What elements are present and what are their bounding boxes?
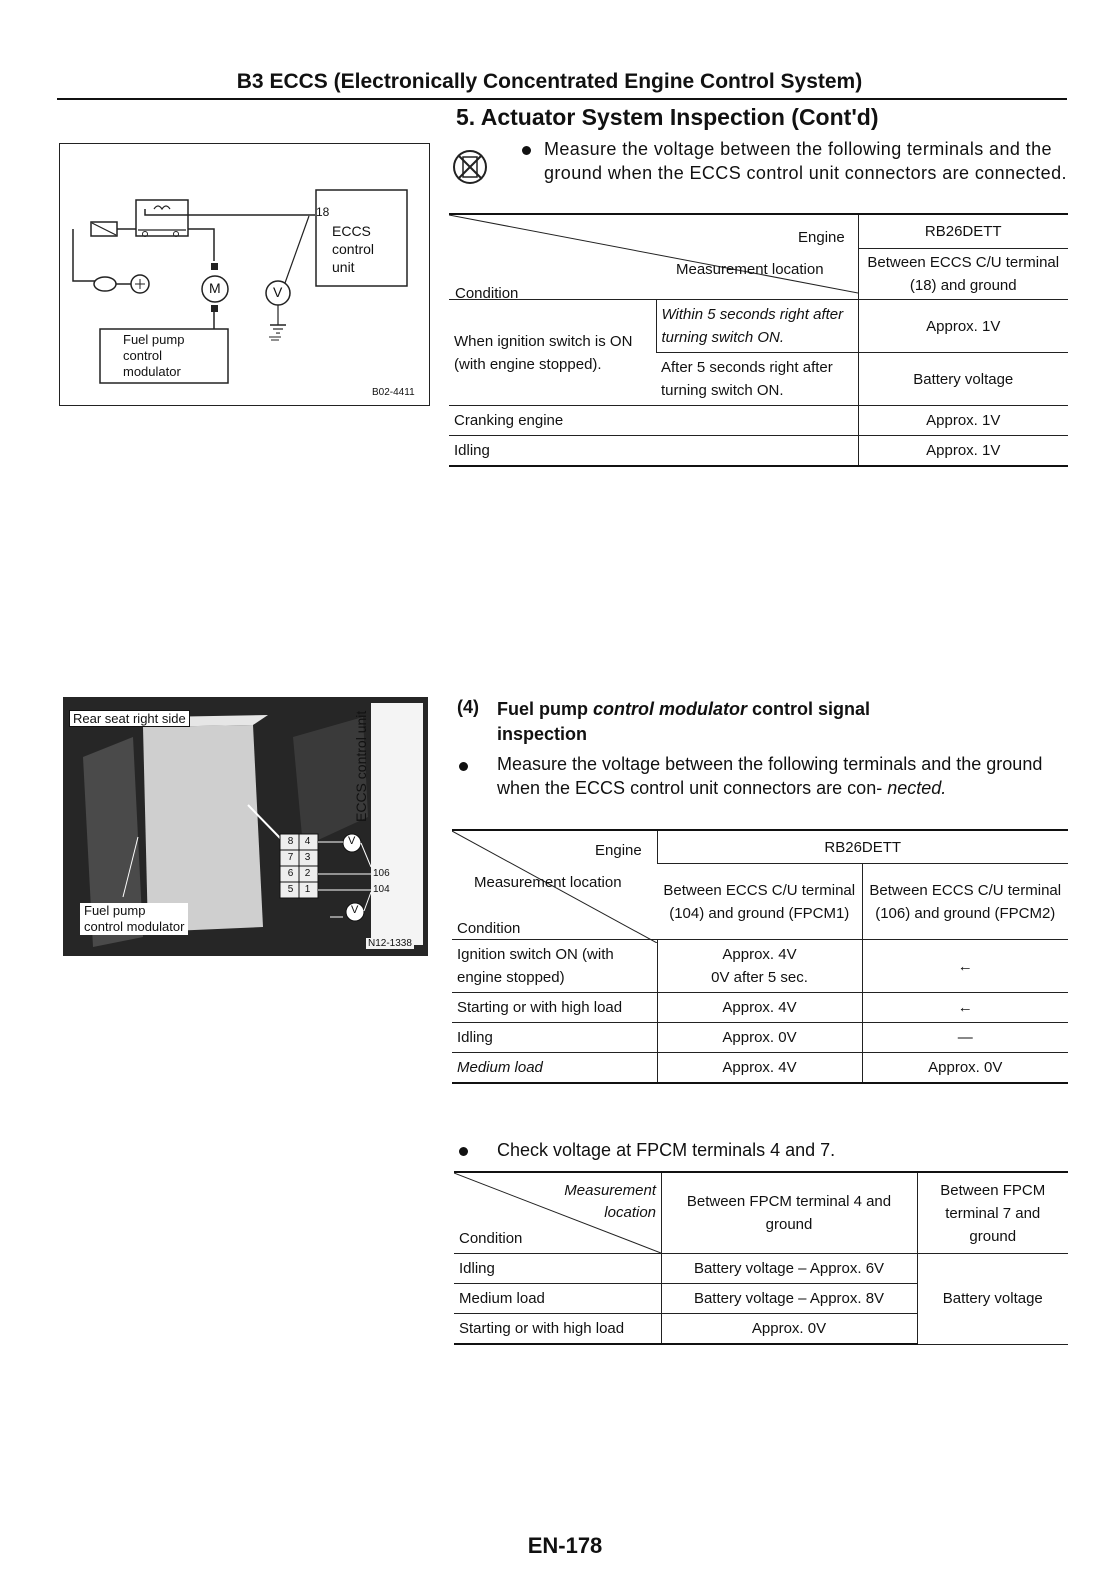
engine-label: Engine bbox=[798, 229, 845, 246]
terminal-4: 4 bbox=[304, 836, 311, 847]
table3-v1-2: Battery voltage – Approx. 8V bbox=[661, 1284, 917, 1314]
photo-caption-bottom: Fuel pump control modulator bbox=[80, 903, 188, 935]
table1-value-1: Approx. 1V bbox=[858, 300, 1068, 353]
table2-cond-4: Medium load bbox=[452, 1053, 657, 1084]
motor-label: M bbox=[209, 280, 221, 296]
terminal-18-label: 18 bbox=[316, 205, 330, 219]
subsection-text-end: nected. bbox=[887, 778, 947, 798]
intro-text: Measure the voltage between the following terminals and the ground when the ECCS control unit connectors are connected. bbox=[544, 139, 1067, 183]
terminal-5: 5 bbox=[287, 884, 294, 895]
table1-cond-idling: Idling bbox=[449, 436, 858, 467]
table2-diag-header bbox=[452, 830, 657, 940]
terminal-grid-labels bbox=[282, 834, 318, 898]
table1-cond-ignition: When ignition switch is ON (with engine stopped). bbox=[449, 300, 656, 406]
subsection-title bbox=[497, 697, 1057, 747]
voltage-table-1 bbox=[449, 213, 1068, 467]
table2-v2-3: — bbox=[862, 1023, 1068, 1053]
table3-condition-label: Condition bbox=[459, 1230, 523, 1247]
table1-diag-header bbox=[449, 214, 858, 300]
subsection-text bbox=[497, 752, 1069, 800]
table3-v1-1: Battery voltage – Approx. 6V bbox=[661, 1254, 917, 1284]
table1-col-header bbox=[858, 214, 1068, 300]
voltmeter-label: V bbox=[273, 284, 283, 300]
bullet-dot bbox=[522, 146, 531, 155]
table1-value-3: Approx. 1V bbox=[858, 406, 1068, 436]
engine-value: RB26DETT bbox=[859, 215, 1069, 249]
table3-col2-value: Battery voltage bbox=[917, 1254, 1068, 1345]
condition-label: Condition bbox=[455, 285, 519, 302]
terminal-7: 7 bbox=[287, 852, 294, 863]
eccs-control-unit-label: ECCS control unit bbox=[332, 223, 375, 275]
table2-measurement-label: Measurement location bbox=[474, 874, 622, 891]
table3-diag-header bbox=[454, 1172, 661, 1254]
no-tool-caution-icon bbox=[452, 146, 488, 188]
terminal-6: 6 bbox=[287, 868, 294, 879]
table2-v1-1: Approx. 4V 0V after 5 sec. bbox=[657, 940, 862, 993]
fuel-pump-modulator-label: Fuel pump control modulator bbox=[123, 332, 185, 379]
page-number: EN-178 bbox=[527, 1533, 603, 1558]
terminal-106-label: 106 bbox=[373, 868, 390, 879]
subsection-text-main: Measure the voltage between the following terminals and the ground when the ECCS control unit connectors are con- bbox=[497, 754, 1043, 798]
section-title: 5. Actuator System Inspection (Cont'd) bbox=[456, 104, 879, 130]
table1-value-2: Battery voltage bbox=[858, 353, 1068, 406]
photo-code: N12-1338 bbox=[368, 938, 412, 949]
bullet-dot bbox=[459, 762, 468, 771]
header-rule bbox=[57, 98, 1067, 100]
table2-engine-value: RB26DETT bbox=[657, 830, 1068, 864]
table1-value-4: Approx. 1V bbox=[858, 436, 1068, 467]
table3-cond-2: Medium load bbox=[454, 1284, 661, 1314]
table1-sub-within5: Within 5 seconds right after turning switch ON. bbox=[656, 300, 858, 353]
terminal-104-label: 104 bbox=[373, 884, 390, 895]
measurement-location-label: Measurement location bbox=[676, 261, 824, 278]
table2-col2-header: Between ECCS C/U terminal (106) and ground (FPCM2) bbox=[862, 864, 1068, 940]
table2-v2-1: ← bbox=[862, 940, 1068, 993]
wiring-diagram bbox=[59, 143, 430, 406]
table1-cond-cranking: Cranking engine bbox=[449, 406, 858, 436]
subsection-title-b: control modulator bbox=[593, 699, 747, 719]
meter-label-2: V bbox=[351, 904, 359, 916]
table2-v2-2: ← bbox=[862, 993, 1068, 1023]
voltage-table-3 bbox=[454, 1171, 1068, 1345]
terminal-2: 2 bbox=[304, 868, 311, 879]
location-photo bbox=[63, 697, 428, 956]
subsection-title-c: control signal bbox=[747, 699, 871, 719]
meter-label-1: V bbox=[348, 835, 356, 847]
terminal-3: 3 bbox=[304, 852, 311, 863]
eccs-side-label: ECCS control unit bbox=[353, 710, 369, 822]
table3-measurement-label: Measurement location bbox=[564, 1182, 656, 1221]
table2-v1-3: Approx. 0V bbox=[657, 1023, 862, 1053]
table2-col1-header: Between ECCS C/U terminal (104) and ground (FPCM1) bbox=[657, 864, 862, 940]
check-text: Check voltage at FPCM terminals 4 and 7. bbox=[497, 1140, 836, 1160]
table3-col2-header: Between FPCM terminal 7 and ground bbox=[917, 1172, 1068, 1254]
subsection-title-d: inspection bbox=[497, 724, 588, 744]
table3-cond-1: Idling bbox=[454, 1254, 661, 1284]
table3-v1-3: Approx. 0V bbox=[661, 1314, 917, 1345]
table2-v2-4: Approx. 0V bbox=[862, 1053, 1068, 1084]
table2-condition-label: Condition bbox=[457, 920, 521, 937]
table3-col1-header: Between FPCM terminal 4 and ground bbox=[661, 1172, 917, 1254]
measurement-value: Between ECCS C/U terminal (18) and ground bbox=[867, 254, 1060, 294]
table2-engine-label: Engine bbox=[595, 842, 642, 859]
table3-cond-3: Starting or with high load bbox=[454, 1314, 661, 1345]
table2-cond-3: Idling bbox=[452, 1023, 657, 1053]
table2-cond-1: Ignition switch ON (with engine stopped) bbox=[452, 940, 657, 993]
table1-sub-after5: After 5 seconds right after turning switch ON. bbox=[656, 353, 858, 406]
bullet-dot bbox=[459, 1147, 468, 1156]
figure-code: B02-4411 bbox=[372, 387, 415, 398]
page-header: B3 ECCS (Electronically Concentrated Engine Control System) bbox=[236, 70, 863, 93]
table2-v1-4: Approx. 4V bbox=[657, 1053, 862, 1084]
terminal-1: 1 bbox=[304, 884, 311, 895]
photo-caption-top: Rear seat right side bbox=[69, 710, 190, 727]
voltage-table-2 bbox=[452, 829, 1068, 1084]
table2-cond-2: Starting or with high load bbox=[452, 993, 657, 1023]
subsection-title-a: Fuel pump bbox=[497, 699, 593, 719]
table2-v1-2: Approx. 4V bbox=[657, 993, 862, 1023]
subsection-number: (4) bbox=[457, 697, 479, 717]
terminal-8: 8 bbox=[287, 836, 294, 847]
